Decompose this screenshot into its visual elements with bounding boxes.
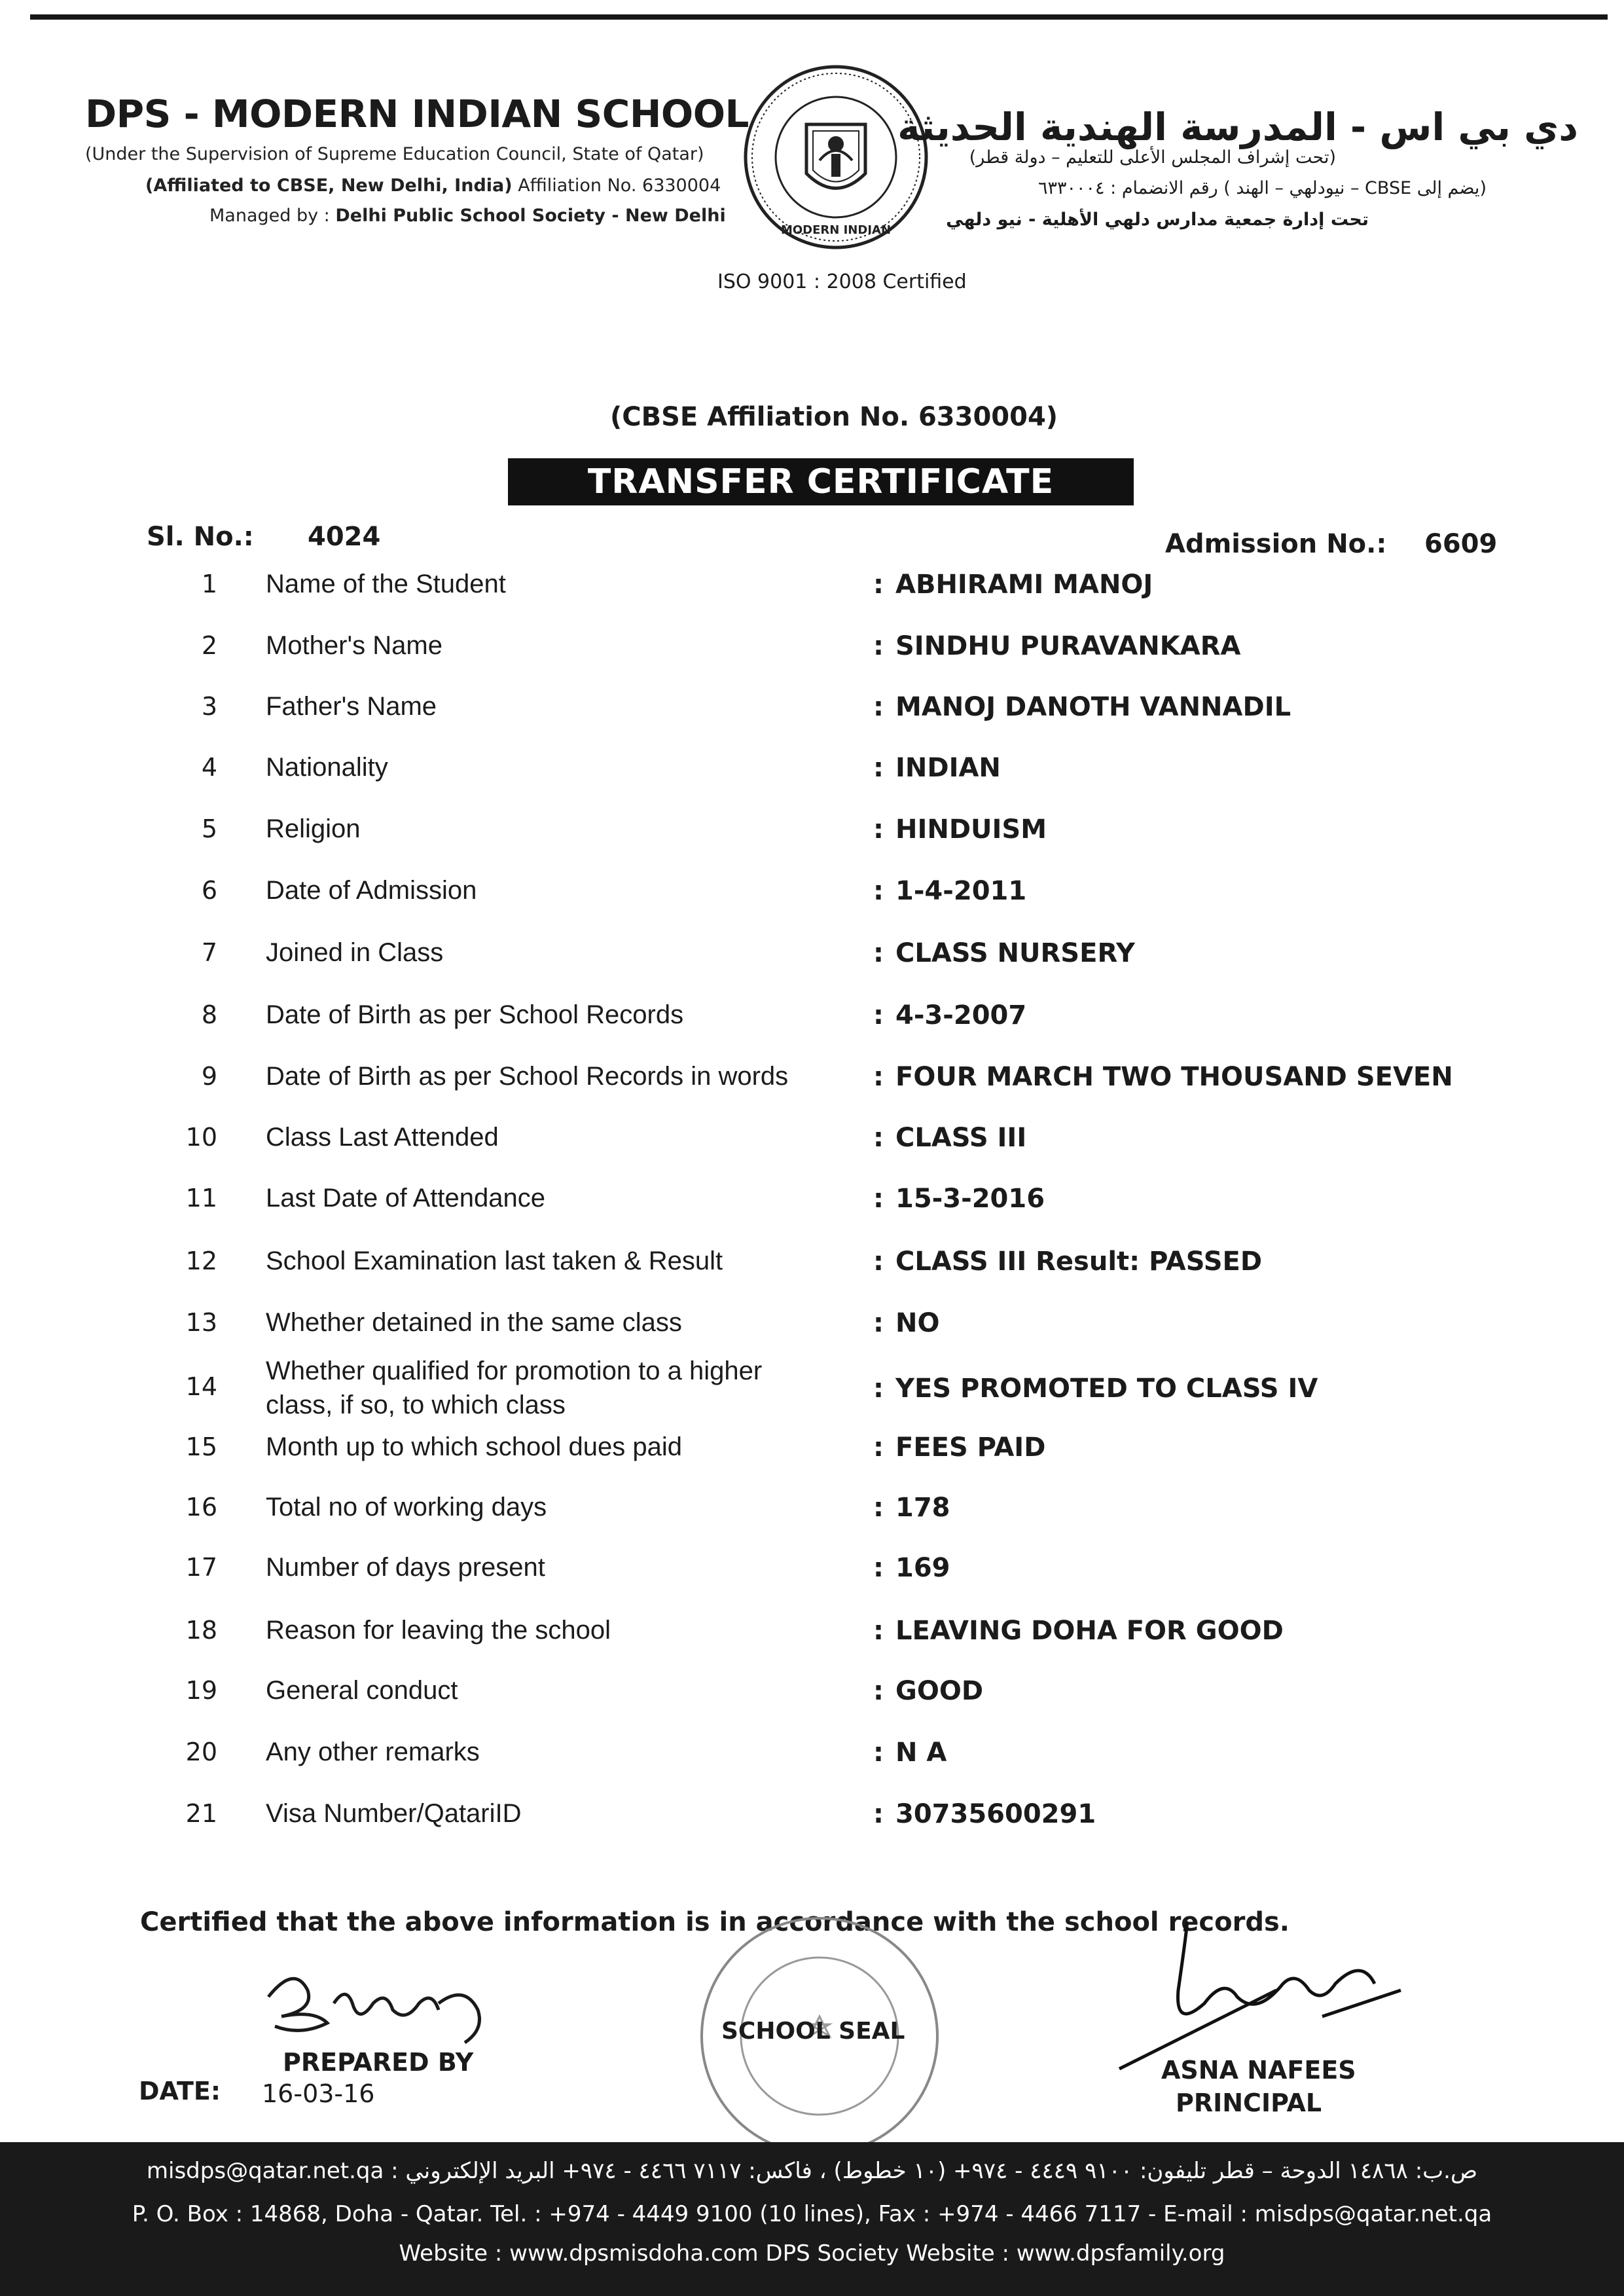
field-label: Reason for leaving the school (266, 1616, 611, 1645)
field-row (0, 1432, 1624, 1472)
field-number: 11 (185, 1184, 217, 1212)
field-label-line-1: Whether qualified for promotion to a higher (266, 1357, 763, 1385)
field-value: 4-3-2007 (895, 1000, 1027, 1030)
field-number: 10 (185, 1123, 217, 1152)
field-row (0, 1308, 1624, 1347)
field-number: 3 (201, 692, 217, 721)
field-label: Mother's Name (266, 631, 442, 660)
field-value: N A (895, 1738, 947, 1768)
field-row (0, 1799, 1624, 1838)
field-colon: : (873, 938, 884, 968)
serial-number-label: Sl. No.: (147, 522, 254, 552)
field-label: Name of the Student (266, 570, 506, 598)
field-colon: : (873, 692, 884, 722)
field-value: ABHIRAMI MANOJ (895, 570, 1153, 600)
field-colon: : (873, 1738, 884, 1768)
field-number: 18 (185, 1616, 217, 1645)
supervision-line: (Under the Supervision of Supreme Education Council, State of Qatar) (85, 144, 704, 164)
field-value: FOUR MARCH TWO THOUSAND SEVEN (895, 1062, 1453, 1092)
iso-certification: ISO 9001 : 2008 Certified (717, 270, 967, 293)
field-number: 20 (185, 1738, 217, 1766)
field-value: 30735600291 (895, 1799, 1096, 1829)
preparer-signature-icon (255, 1958, 504, 2049)
field-row (0, 1000, 1624, 1040)
arabic-supervision-line: (تحت إشراف المجلس الأعلى للتعليم – دولة قطر) (969, 147, 1336, 168)
field-value: 178 (895, 1493, 950, 1523)
field-label: Total no of working days (266, 1493, 547, 1522)
field-row (0, 753, 1624, 792)
field-label: Date of Birth as per School Records (266, 1000, 684, 1029)
field-label: Religion (266, 814, 361, 843)
field-row (0, 1616, 1624, 1655)
field-value: 169 (895, 1553, 950, 1583)
certification-statement: Certified that the above information is in accordance with the school records. (140, 1907, 1290, 1937)
field-number: 4 (201, 753, 217, 782)
field-value: MANOJ DANOTH VANNADIL (895, 692, 1291, 722)
field-label: School Examination last taken & Result (266, 1247, 723, 1275)
field-row (0, 631, 1624, 670)
field-row (0, 1738, 1624, 1777)
certificate-title: TRANSFER CERTIFICATE (508, 458, 1134, 505)
field-label: Father's Name (266, 692, 437, 721)
school-name-english: DPS - MODERN INDIAN SCHOOL (85, 92, 749, 136)
field-colon: : (873, 814, 884, 845)
field-row (0, 1247, 1624, 1286)
cbse-affiliation-number: (CBSE Affiliation No. 6330004) (610, 402, 1058, 432)
field-number: 15 (185, 1432, 217, 1461)
field-row (0, 1493, 1624, 1532)
footer (0, 2142, 1624, 2296)
managed-by-value: Delhi Public School Society - New Delhi (335, 206, 726, 226)
field-row (0, 1184, 1624, 1223)
affiliated-text: (Affiliated to CBSE, New Delhi, India) (145, 175, 513, 196)
field-number: 17 (185, 1553, 217, 1582)
field-number: 1 (201, 570, 217, 598)
admission-number-label: Admission No.: (1165, 529, 1387, 559)
field-colon: : (873, 1799, 884, 1829)
school-seal-label: SCHOOL SEAL (721, 2018, 905, 2045)
field-colon: : (873, 1374, 884, 1404)
field-value: FEES PAID (895, 1432, 1046, 1463)
field-value: NO (895, 1308, 940, 1338)
field-number: 2 (201, 631, 217, 660)
field-row (0, 1676, 1624, 1715)
affiliation-line (145, 175, 721, 196)
field-row (0, 1553, 1624, 1592)
field-value: SINDHU PURAVANKARA (895, 631, 1241, 661)
affiliation-number-text: Affiliation No. 6330004 (518, 175, 721, 196)
principal-title: PRINCIPAL (1176, 2088, 1322, 2117)
principal-signature-icon (1113, 1892, 1414, 2082)
field-label: Month up to which school dues paid (266, 1432, 682, 1461)
field-colon: : (873, 1493, 884, 1523)
field-label (266, 1354, 762, 1422)
field-label: Nationality (266, 753, 388, 782)
field-colon: : (873, 876, 884, 906)
field-label: Class Last Attended (266, 1123, 499, 1152)
field-value: HINDUISM (895, 814, 1047, 845)
field-colon: : (873, 1247, 884, 1277)
admission-number-value: 6609 (1424, 529, 1498, 559)
field-number: 19 (185, 1676, 217, 1705)
field-colon: : (873, 570, 884, 600)
field-colon: : (873, 1000, 884, 1030)
field-number: 21 (185, 1799, 217, 1828)
field-colon: : (873, 1432, 884, 1463)
field-value: YES PROMOTED TO CLASS IV (895, 1374, 1318, 1404)
field-colon: : (873, 1553, 884, 1583)
field-label: General conduct (266, 1676, 458, 1705)
arabic-managed-by-line: تحت إدارة جمعية مدارس دلهي الأهلية - نيو دلهي (946, 210, 1369, 230)
field-label: Date of Admission (266, 876, 477, 905)
field-label: Date of Birth as per School Records in words (266, 1062, 789, 1091)
field-number: 6 (201, 876, 217, 905)
field-colon: : (873, 1308, 884, 1338)
field-number: 16 (185, 1493, 217, 1522)
field-row (0, 938, 1624, 977)
field-row (0, 876, 1624, 915)
svg-text:MODERN INDIAN: MODERN INDIAN (780, 223, 892, 237)
field-label: Whether detained in the same class (266, 1308, 682, 1337)
field-label: Any other remarks (266, 1738, 480, 1766)
field-number: 5 (201, 814, 217, 843)
field-number: 7 (201, 938, 217, 967)
principal-name: ASNA NAFEES (1161, 2056, 1356, 2085)
arabic-affiliation-line: (يضم إلى CBSE – نيودلهي – الهند ) رقم الانضمام : ٦٣٣٠٠٠٤ (1038, 178, 1487, 198)
school-name-arabic: دي بي اس - المدرسة الهندية الحديثة (897, 105, 1578, 149)
field-row (0, 1354, 1624, 1426)
field-value: CLASS III Result: PASSED (895, 1247, 1263, 1277)
field-row (0, 1123, 1624, 1162)
field-label: Last Date of Attendance (266, 1184, 545, 1212)
field-colon: : (873, 631, 884, 661)
field-colon: : (873, 1184, 884, 1214)
field-value: GOOD (895, 1676, 984, 1706)
field-number: 13 (185, 1308, 217, 1337)
managed-by-label: Managed by : (209, 206, 330, 226)
date-label: DATE: (139, 2077, 221, 2105)
field-number: 12 (185, 1247, 217, 1275)
field-number: 8 (201, 1000, 217, 1029)
field-label-line-2: class, if so, to which class (266, 1391, 566, 1419)
field-value: 1-4-2011 (895, 876, 1027, 906)
field-label: Number of days present (266, 1553, 545, 1582)
field-label: Joined in Class (266, 938, 444, 967)
prepared-by-label: PREPARED BY (283, 2048, 474, 2077)
school-logo-icon (741, 62, 931, 252)
field-value: CLASS III (895, 1123, 1027, 1153)
field-value: 15-3-2016 (895, 1184, 1045, 1214)
footer-contact-english: P. O. Box : 14868, Doha - Qatar. Tel. : +974 - 4449 9100 (10 lines), Fax : +974 - 4466 7117 - E-mail : misdps@qatar.net.qa (132, 2201, 1492, 2227)
field-number: 14 (185, 1372, 217, 1401)
field-value: LEAVING DOHA FOR GOOD (895, 1616, 1284, 1646)
top-rule (30, 14, 1608, 20)
field-row (0, 1062, 1624, 1101)
field-number: 9 (201, 1062, 217, 1091)
field-row (0, 570, 1624, 609)
field-label: Visa Number/QatariID (266, 1799, 522, 1828)
serial-number-value: 4024 (308, 522, 381, 552)
field-colon: : (873, 1676, 884, 1706)
field-colon: : (873, 1616, 884, 1646)
field-row (0, 814, 1624, 854)
field-colon: : (873, 753, 884, 783)
field-value: CLASS NURSERY (895, 938, 1136, 968)
date-value: 16-03-16 (262, 2079, 375, 2108)
field-value: INDIAN (895, 753, 1001, 783)
field-row (0, 692, 1624, 731)
field-colon: : (873, 1062, 884, 1092)
managed-by-line (209, 206, 726, 226)
footer-websites: Website : www.dpsmisdoha.com DPS Society Website : www.dpsfamily.org (399, 2240, 1225, 2267)
footer-contact-arabic: misdps@qatar.net.qa : ص.ب: ١٤٨٦٨ الدوحة – قطر تليفون: ٩١٠٠ ٤٤٤٩ - ٩٧٤+ (١٠ خطوط) ، فاكس: ٧١١٧ ٤٤٦٦ - ٩٧٤+ البريد الإلكتروني (146, 2158, 1478, 2184)
field-colon: : (873, 1123, 884, 1153)
